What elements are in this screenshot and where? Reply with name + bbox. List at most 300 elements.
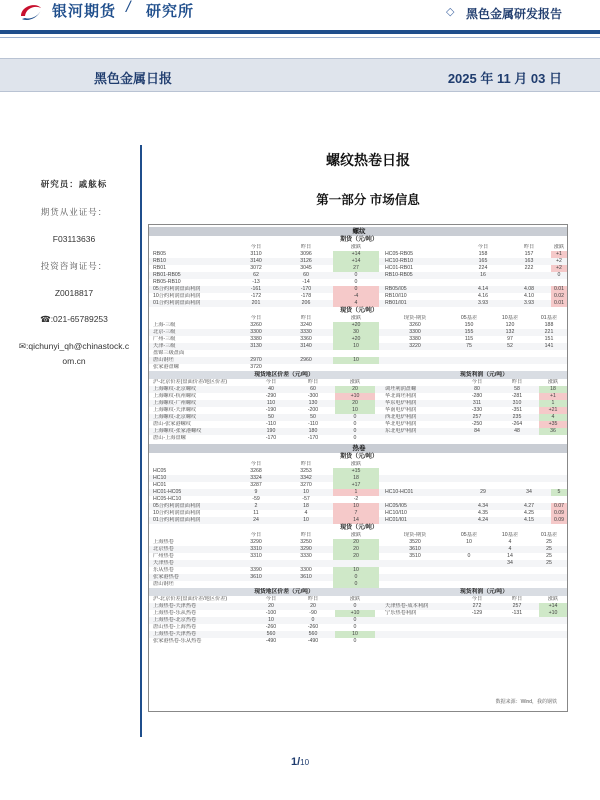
table-cell	[385, 475, 461, 482]
spot-col-header	[149, 315, 568, 322]
table-cell: 4.10	[523, 293, 535, 299]
table-cell: 0.01	[551, 286, 567, 293]
table-cell: 10	[303, 517, 309, 523]
table-cell: 3380	[409, 336, 421, 342]
cert-number: F03113636	[52, 234, 96, 244]
table-cell: 3300	[250, 329, 262, 335]
table-cell	[385, 435, 455, 442]
table-cell: +20	[333, 322, 379, 329]
hrc-spot-subheader: 现货（元/吨）	[340, 525, 378, 531]
table-cell: 10	[333, 567, 379, 574]
table-cell: HC10-RB10	[385, 258, 413, 264]
table-cell: HC01-RB01	[385, 265, 413, 271]
spot-col-header-cell: 昨日	[300, 315, 312, 321]
table-cell: RB01-RB05	[153, 272, 181, 278]
table-cell: 157	[524, 251, 534, 257]
table-cell: 27	[333, 265, 379, 272]
table-row	[149, 435, 568, 442]
table-cell: +17	[333, 482, 379, 489]
table-cell: 18	[539, 386, 567, 393]
table-cell	[385, 379, 455, 386]
report-date: 2025 年 11 月 03 日	[447, 71, 562, 86]
table-cell	[385, 631, 455, 638]
table-row	[149, 357, 568, 364]
table-row	[149, 272, 568, 279]
table-cell: 05合约利润盘面利润	[153, 286, 201, 292]
table-cell: +15	[333, 468, 379, 475]
table-row	[149, 624, 568, 631]
header-rule	[0, 30, 600, 34]
table-cell	[449, 546, 489, 553]
table-cell: 1	[333, 489, 379, 496]
table-cell: 188	[544, 322, 554, 328]
table-cell: HC10-HC01	[385, 489, 414, 495]
table-cell: 天津热卷	[153, 560, 174, 566]
table-cell: 华东电炉利润	[385, 400, 417, 406]
col-chg: 涨跌	[553, 244, 565, 250]
table-row	[149, 414, 568, 421]
table-cell	[531, 581, 567, 588]
table-cell: 0	[467, 553, 471, 559]
table-cell	[491, 581, 529, 588]
table-cell: 20	[335, 386, 375, 393]
table-cell: 沪-北京价差(盘面价差/地区价差)	[153, 596, 228, 602]
brand-name: 银河期货	[52, 3, 117, 20]
email-line-1[interactable]: ✉:qichunyi_qh@chinastock.c	[18, 341, 130, 351]
brand-separator: /	[126, 0, 131, 16]
table-cell: 25	[546, 553, 552, 559]
table-cell	[449, 350, 489, 357]
table-cell: 3290	[250, 539, 262, 545]
table-cell: 3324	[250, 475, 262, 481]
table-cell	[385, 468, 461, 475]
table-cell: 560	[308, 631, 318, 637]
table-cell: 昨日	[307, 379, 319, 385]
table-cell: HC10/I10	[385, 510, 407, 516]
phone: ☎:021-65789253	[40, 314, 108, 324]
table-cell	[491, 357, 529, 364]
main-title: 螺纹热卷日报	[326, 152, 410, 168]
table-cell: 上海热卷-乐从热卷	[153, 610, 197, 616]
table-cell	[283, 350, 329, 357]
table-cell: HC05	[153, 468, 167, 474]
table-cell: 221	[544, 329, 554, 335]
table-cell: 3390	[250, 567, 262, 573]
table-cell: -250	[471, 421, 483, 427]
table-cell	[507, 468, 551, 475]
table-cell: 4	[304, 510, 308, 516]
table-cell: 141	[544, 343, 554, 349]
table-cell: +10	[539, 610, 567, 617]
table-cell: 18	[333, 475, 379, 482]
hrc-region-spread-title: 现货地区价差（元/吨）	[254, 589, 314, 595]
table-cell	[333, 350, 379, 357]
table-cell: 唐山钢坯	[153, 357, 174, 363]
table-cell: 3720	[250, 364, 262, 370]
table-cell: 2970	[250, 357, 262, 363]
table-cell	[539, 638, 567, 645]
table-cell: 75	[466, 343, 472, 349]
table-cell: 4.25	[523, 510, 535, 516]
table-cell: -260	[307, 624, 319, 630]
table-row	[149, 265, 568, 272]
vertical-divider	[140, 145, 142, 737]
table-cell: 4.34	[477, 503, 489, 509]
page-number	[0, 756, 600, 768]
table-cell: 上海热卷-天津热卷	[153, 603, 197, 609]
table-cell: 311	[472, 400, 482, 406]
table-cell: 唐山-上海盘螺	[153, 435, 186, 441]
spot-col-header-cell: 涨跌	[350, 532, 362, 538]
section-hrc-title: 热卷	[149, 444, 568, 453]
table-cell	[333, 364, 379, 371]
table-cell: 上海螺纹-张家港螺纹	[153, 428, 202, 434]
table-cell	[507, 279, 551, 286]
table-cell	[449, 364, 489, 371]
table-row	[149, 336, 568, 343]
table-cell: RB05-RB10	[153, 279, 181, 285]
table-cell: HC05-HC10	[153, 496, 182, 502]
table-cell: -110	[266, 421, 276, 427]
table-cell: RB01	[153, 265, 166, 271]
spot-col-header-cell: 10基差	[501, 532, 519, 538]
table-cell: 3287	[250, 482, 262, 488]
table-cell: 20	[333, 539, 379, 546]
table-cell: 3300	[300, 567, 312, 573]
analyst-info	[14, 178, 134, 382]
table-cell: -200	[307, 407, 319, 413]
diamond-icon: ◇	[446, 6, 455, 18]
email-line-2[interactable]: om.cn	[62, 356, 86, 366]
table-cell	[459, 631, 495, 638]
table-cell	[491, 574, 529, 581]
table-row	[149, 286, 568, 293]
table-cell: 48	[514, 428, 520, 434]
table-cell: -351	[511, 407, 523, 413]
col-chg: 涨跌	[350, 244, 362, 250]
table-cell	[385, 560, 445, 567]
table-row	[149, 503, 568, 510]
table-cell: 0	[311, 617, 315, 623]
table-cell: 广州热卷	[153, 553, 174, 559]
table-cell: 上海螺纹-广州螺纹	[153, 400, 197, 406]
table-cell	[333, 560, 379, 567]
table-cell	[551, 279, 567, 286]
table-cell: 14	[507, 553, 513, 559]
table-row	[149, 489, 568, 496]
table-cell: HC01-HC05	[153, 489, 182, 495]
table-cell: -161	[250, 286, 262, 292]
table-row	[149, 482, 568, 489]
top-header	[0, 0, 600, 40]
table-cell	[233, 560, 279, 567]
table-cell: -2	[353, 496, 359, 502]
table-cell	[385, 482, 461, 489]
table-cell: 3310	[250, 546, 262, 552]
table-cell: 3250	[300, 539, 312, 545]
data-source: 数据来源：Wind，我的钢铁	[495, 699, 557, 705]
table-cell	[461, 496, 505, 503]
table-cell: 上海-三级	[153, 322, 176, 328]
table-cell: 16	[480, 272, 486, 278]
col-today: 今日	[250, 461, 262, 467]
table-cell	[385, 617, 455, 624]
table-cell	[283, 560, 329, 567]
table-cell: 今日	[471, 379, 483, 385]
table-cell: 0.01	[551, 300, 567, 307]
table-cell: RB10/I10	[385, 293, 407, 299]
table-cell: 3310	[250, 553, 262, 559]
table-cell	[385, 567, 445, 574]
table-cell: 34	[526, 489, 532, 495]
section-rebar-title: 螺纹	[149, 227, 568, 236]
table-cell: 9	[254, 489, 258, 495]
table-cell	[449, 560, 489, 567]
table-row	[149, 553, 568, 560]
table-row	[149, 407, 568, 414]
spot-subheader: 现货（元/吨）	[340, 308, 378, 314]
table-row	[149, 293, 568, 300]
table-cell: 唐山钢坯	[153, 581, 174, 587]
table-cell	[499, 435, 535, 442]
table-cell: 今日	[265, 379, 277, 385]
table-cell: 272	[472, 603, 482, 609]
table-cell	[283, 364, 329, 371]
hrc-region-spread-bar	[149, 588, 568, 596]
spot-profit-title: 现货利润（元/吨）	[460, 372, 508, 378]
table-row	[149, 631, 568, 638]
table-cell: 0	[353, 435, 357, 441]
table-cell	[459, 435, 495, 442]
table-cell	[507, 496, 551, 503]
table-cell: -330	[471, 407, 483, 413]
table-cell	[551, 482, 567, 489]
table-cell: RB10	[153, 258, 166, 264]
table-row	[149, 379, 568, 386]
table-cell	[507, 272, 551, 279]
table-cell: 3072	[250, 265, 262, 271]
table-cell: 0	[353, 421, 357, 427]
table-row	[149, 386, 568, 393]
table-cell: 1	[539, 400, 567, 407]
table-cell: 10合约利润盘面利润	[153, 293, 201, 299]
table-cell: 50	[268, 414, 274, 420]
table-cell	[551, 496, 567, 503]
table-cell: -170	[265, 435, 277, 441]
table-cell: 29	[480, 489, 486, 495]
table-cell: -90	[309, 610, 317, 616]
table-cell: 10	[335, 631, 375, 638]
part-title: 第一部分 市场信息	[316, 193, 420, 207]
col-today: 今日	[477, 244, 489, 250]
table-cell: 0	[557, 272, 561, 278]
table-cell: 4.35	[477, 510, 489, 516]
table-cell: 乐从热卷	[153, 567, 174, 573]
table-cell: 3360	[300, 336, 312, 342]
table-cell: 84	[474, 428, 480, 434]
table-cell: 201	[251, 300, 261, 306]
table-cell: 西北电炉利润	[385, 414, 417, 420]
table-cell: 0	[353, 603, 357, 609]
spot-col-header-cell: 现货-期货	[403, 532, 427, 538]
table-cell: -264	[511, 421, 523, 427]
table-cell: 132	[505, 329, 515, 335]
table-cell: 3520	[409, 539, 421, 545]
table-cell: +20	[333, 336, 379, 343]
table-cell	[531, 350, 567, 357]
table-row	[149, 400, 568, 407]
hrc-spot-col-header	[149, 532, 568, 539]
table-cell	[449, 581, 489, 588]
daily-report-label: 黑色金属日报	[94, 71, 173, 86]
table-cell: 3.93	[523, 300, 535, 306]
table-cell: -170	[307, 435, 319, 441]
table-cell: 36	[539, 428, 567, 435]
table-row	[149, 258, 568, 265]
table-cell: -280	[471, 393, 483, 399]
region-spread-title: 现货地区价差（元/吨）	[254, 372, 314, 378]
table-cell: 0	[354, 272, 358, 278]
table-cell: 190	[266, 428, 276, 434]
table-cell: 130	[308, 400, 318, 406]
table-cell: 3300	[409, 329, 421, 335]
table-cell: 3342	[300, 475, 312, 481]
table-cell: 4	[539, 414, 567, 421]
table-cell: 上海热卷	[153, 539, 174, 545]
table-cell: -131	[511, 610, 523, 616]
table-cell: 0.07	[551, 503, 567, 510]
table-cell: 0.09	[551, 517, 567, 524]
table-cell: 20	[333, 546, 379, 553]
table-cell: RB10-RB05	[385, 272, 413, 278]
table-cell: 10	[333, 503, 379, 510]
table-cell: +10	[335, 610, 375, 617]
table-row	[149, 468, 568, 475]
table-cell	[385, 574, 445, 581]
table-cell: 10	[335, 407, 375, 414]
table-cell: 3510	[409, 553, 421, 559]
table-cell	[531, 567, 567, 574]
table-cell: 14	[333, 517, 379, 524]
table-cell: 110	[266, 400, 276, 406]
table-cell: 3045	[300, 265, 312, 271]
region-spread-bar	[149, 371, 568, 379]
table-cell: 张家港热卷	[153, 574, 179, 580]
table-cell: 01合约利润盘面利润	[153, 517, 201, 523]
table-cell: -290	[265, 393, 277, 399]
cert-label: 期货从业证号：	[40, 207, 108, 217]
table-cell: 涨跌	[349, 379, 361, 385]
table-row	[149, 279, 568, 286]
table-cell: 3380	[250, 336, 262, 342]
page-total: 10	[300, 758, 310, 767]
hrc-futures-subheader: 期货（元/吨）	[340, 454, 378, 460]
report-type: 黑色金属研发报告	[465, 7, 562, 21]
table-cell: -57	[302, 496, 310, 502]
table-row	[149, 517, 568, 524]
table-cell: 52	[507, 343, 513, 349]
table-cell: 40	[268, 386, 274, 392]
spot-col-header-cell: 昨日	[300, 532, 312, 538]
table-cell: -300	[307, 393, 319, 399]
col-today: 今日	[250, 244, 262, 250]
table-cell	[499, 631, 535, 638]
table-cell: 2960	[300, 357, 312, 363]
table-cell: 30	[333, 329, 379, 336]
table-cell	[531, 364, 567, 371]
table-cell	[385, 596, 455, 603]
table-cell: 163	[524, 258, 534, 264]
spot-col-header-cell: 05基差	[460, 315, 478, 321]
table-cell: HC05-RB05	[385, 251, 413, 257]
table-cell: 34	[507, 560, 513, 566]
table-row	[149, 421, 568, 428]
table-row	[149, 510, 568, 517]
table-cell: 0	[353, 617, 357, 623]
table-cell: 3260	[250, 322, 262, 328]
table-cell: RB05/I05	[385, 286, 407, 292]
table-cell: 224	[478, 265, 488, 271]
table-cell	[459, 638, 495, 645]
table-cell: 涨跌	[547, 596, 559, 602]
table-cell	[507, 475, 551, 482]
table-cell: 0	[333, 581, 379, 588]
spot-col-header-cell: 今日	[250, 532, 262, 538]
spot-col-header-cell: 10基差	[501, 315, 519, 321]
table-cell: 3096	[300, 251, 312, 257]
table-row	[149, 581, 568, 588]
table-cell: +2	[551, 265, 567, 272]
table-cell: 3.93	[477, 300, 489, 306]
table-row	[149, 546, 568, 553]
table-cell: 0	[354, 279, 358, 285]
table-cell	[531, 357, 567, 364]
table-cell: -129	[471, 610, 483, 616]
table-cell: 3268	[250, 468, 262, 474]
table-cell	[491, 567, 529, 574]
table-cell: 310	[512, 400, 522, 406]
table-cell	[459, 617, 495, 624]
table-cell: 宁乐热卷利润	[385, 610, 417, 616]
table-cell: 151	[544, 336, 554, 342]
table-cell: 上海螺纹-杭州螺纹	[153, 393, 197, 399]
table-cell: 60	[303, 272, 309, 278]
table-cell: 0	[353, 624, 357, 630]
table-cell: 10	[268, 617, 274, 623]
table-cell: 158	[478, 251, 488, 257]
table-cell: -59	[252, 496, 260, 502]
table-cell	[385, 279, 461, 286]
table-cell	[385, 357, 445, 364]
table-row	[149, 574, 568, 581]
table-cell: 3260	[409, 322, 421, 328]
table-cell	[461, 468, 505, 475]
table-cell: 上海热卷-北京热卷	[153, 617, 197, 623]
table-cell: 盘锦三级盘面	[153, 350, 185, 356]
table-row	[149, 300, 568, 307]
table-cell: 10	[303, 489, 309, 495]
table-cell	[539, 631, 567, 638]
spot-col-header-cell: 05基差	[460, 532, 478, 538]
futures-col-header	[149, 244, 568, 251]
table-row	[149, 603, 568, 610]
table-cell: 10合约利润盘面利润	[153, 510, 201, 516]
table-cell: 10	[466, 539, 472, 545]
table-cell	[461, 279, 505, 286]
table-cell: 上海螺纹-北京螺纹	[153, 386, 197, 392]
galaxy-logo-icon	[18, 2, 44, 22]
table-cell: 4	[333, 300, 379, 307]
